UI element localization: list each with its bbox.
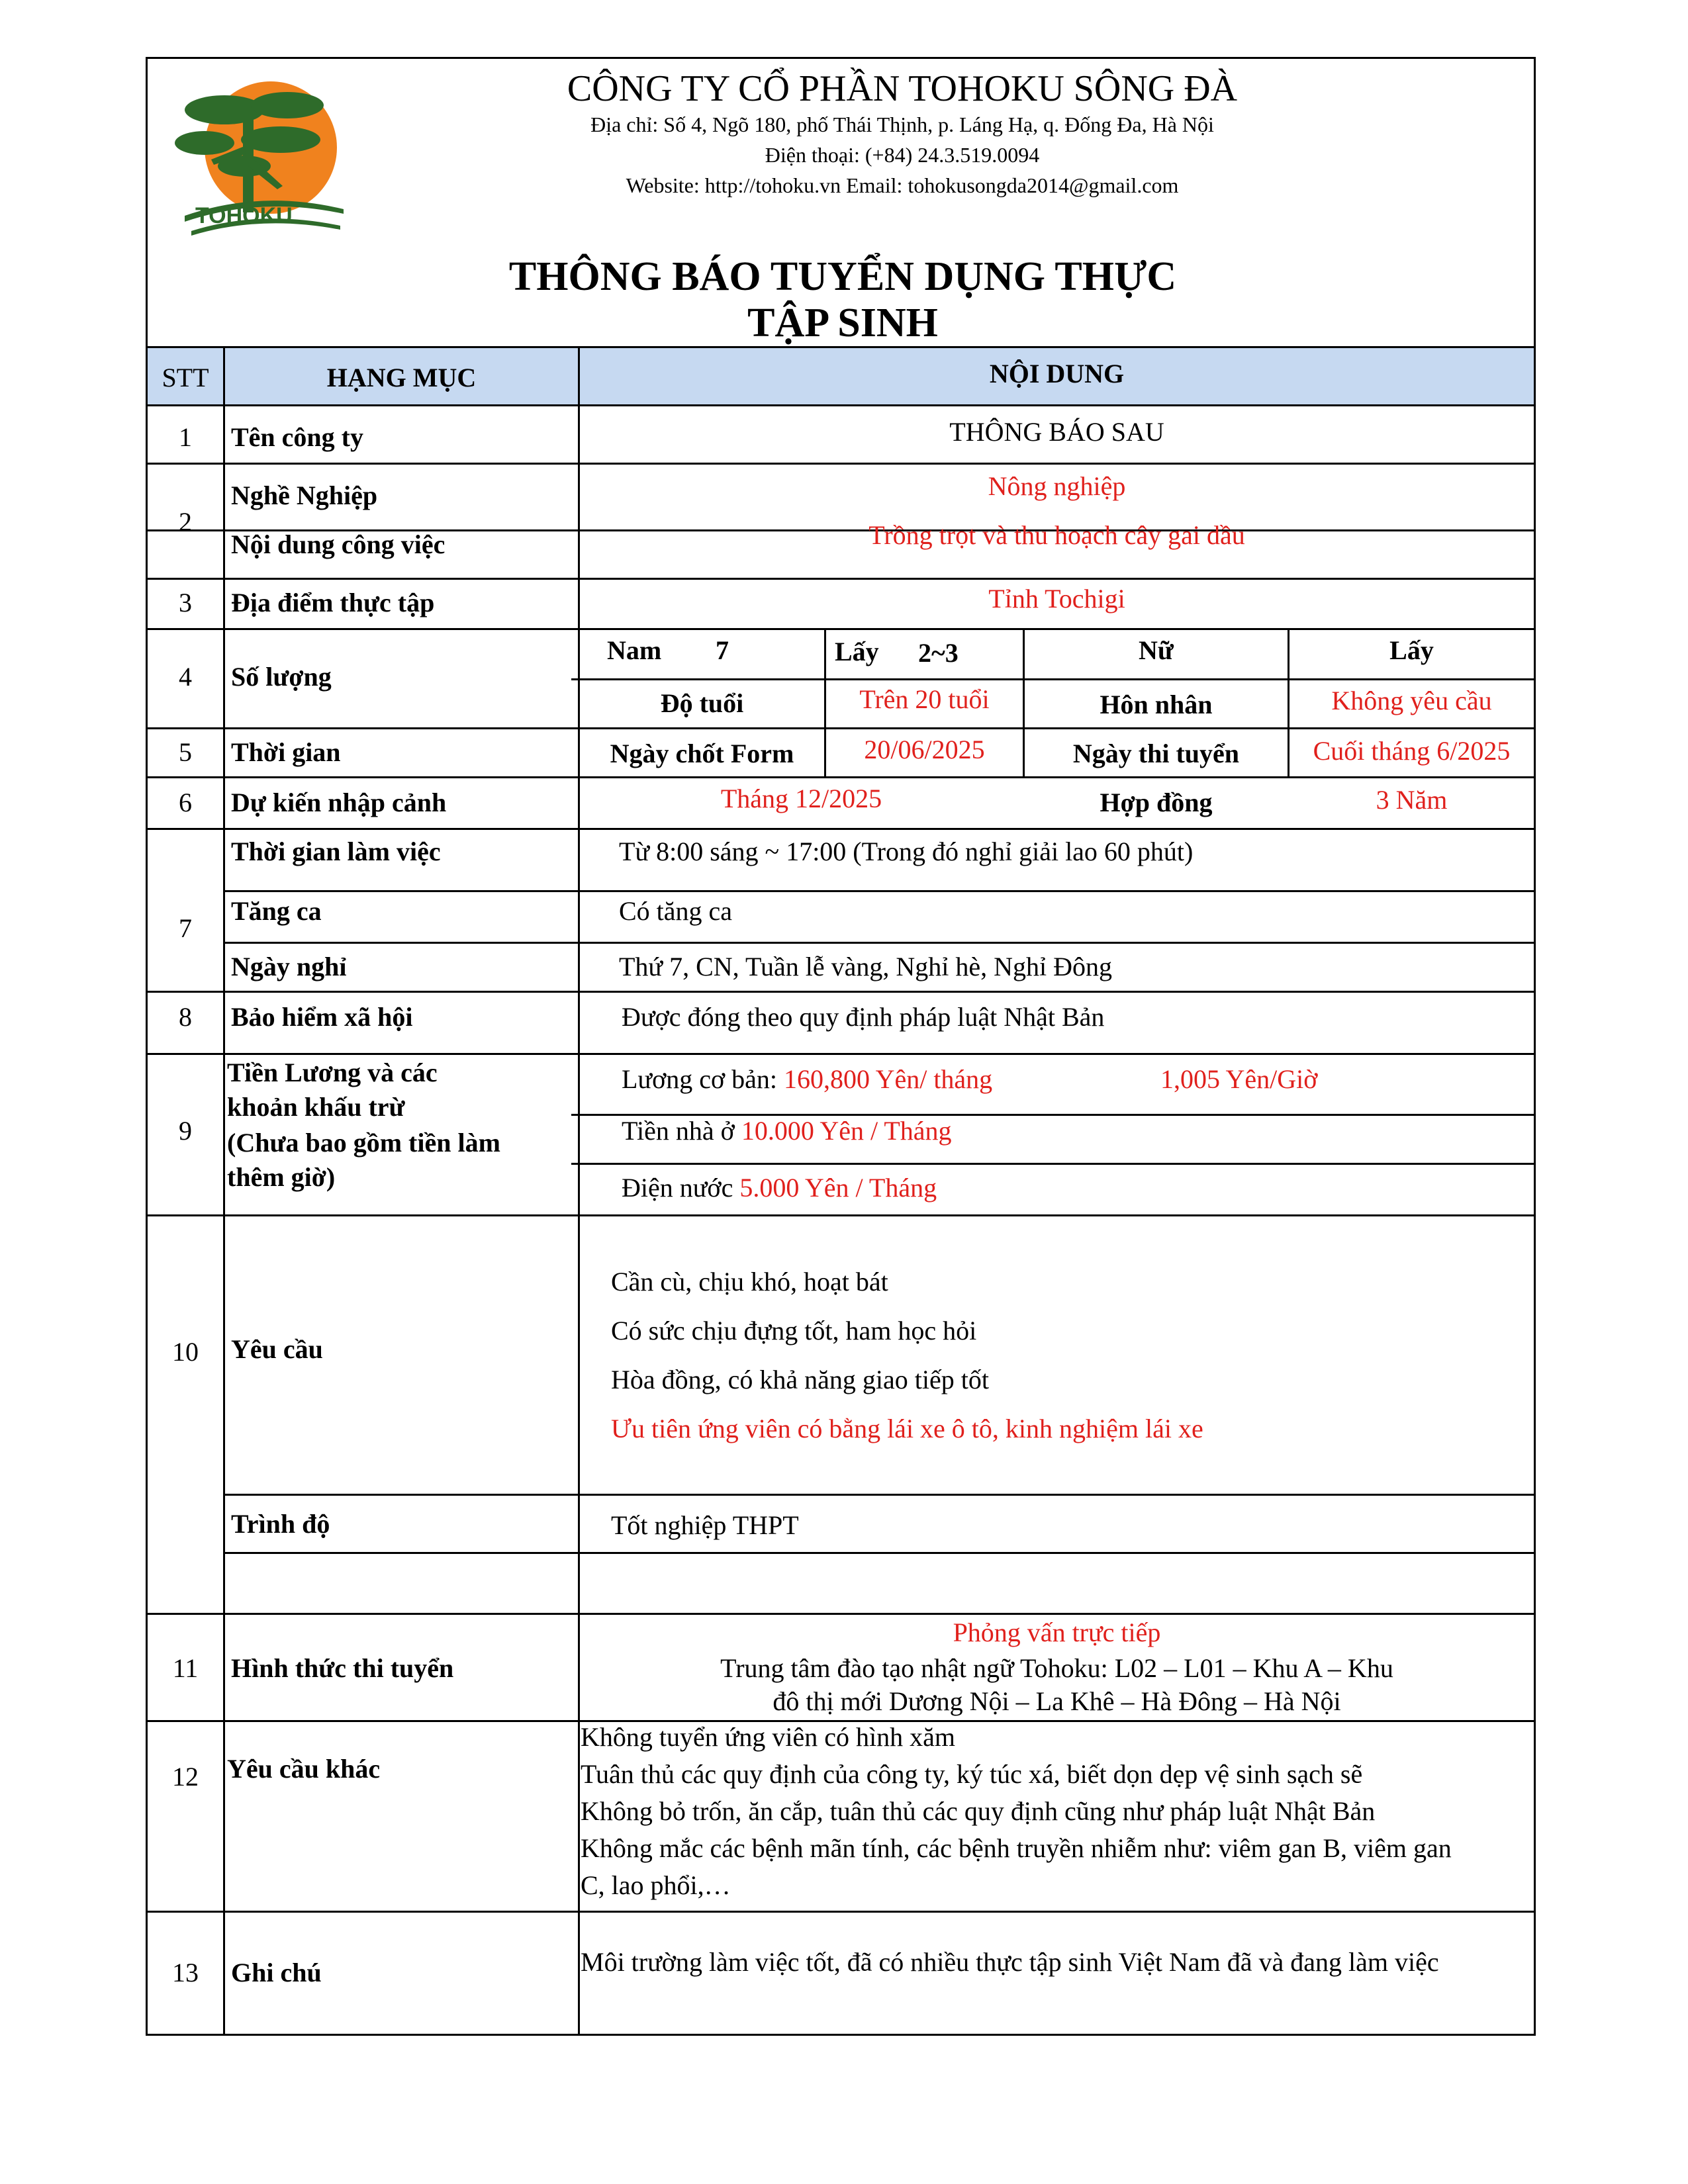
row9-salary-value: 160,800 Yên/ tháng xyxy=(784,1064,993,1094)
row7-label-holidays: Ngày nghỉ xyxy=(231,952,347,981)
row4-female-label: Nữ xyxy=(1139,635,1174,665)
col-content: NỘI DUNG xyxy=(989,359,1125,388)
row5-exam-date: Cuối tháng 6/2025 xyxy=(1313,736,1511,766)
row9-label-line2: khoản khấu trừ xyxy=(227,1092,405,1122)
row1-value: THÔNG BÁO SAU xyxy=(949,417,1164,447)
col-stt: STT xyxy=(162,363,209,392)
row4-male-label: Nam xyxy=(607,635,662,665)
logo-text: TOHOKU xyxy=(195,203,293,228)
row9-utility xyxy=(622,1172,937,1204)
row10-req1: Cần cù, chịu khó, hoạt bát xyxy=(611,1267,888,1297)
row11-location-line2: đô thị mới Dương Nội – La Khê – Hà Đông – Hà Nội xyxy=(773,1686,1341,1716)
row4-take2-label: Lấy xyxy=(1389,635,1434,665)
row10-req2: Có sức chịu đựng tốt, ham học hỏi xyxy=(611,1316,977,1345)
row1-stt: 1 xyxy=(179,422,192,452)
row5-form-label: Ngày chốt Form xyxy=(610,739,794,768)
row12-line4: Không mắc các bệnh mãn tính, các bệnh truyền nhiễm như: viêm gan B, viêm gan xyxy=(581,1833,1452,1863)
row2-value-job: Nông nghiệp xyxy=(988,471,1126,501)
row9-label-line3: (Chưa bao gồm tiền làm xyxy=(227,1128,500,1158)
row9-label-line1: Tiền Lương và các xyxy=(227,1058,438,1087)
row9-housing-value: 10.000 Yên / Tháng xyxy=(741,1116,952,1146)
row10-req4: Ưu tiên ứng viên có bằng lái xe ô tô, kinh nghiệm lái xe xyxy=(611,1414,1203,1443)
row11-method: Phỏng vấn trực tiếp xyxy=(953,1617,1161,1647)
row8-value: Được đóng theo quy định pháp luật Nhật Bản xyxy=(622,1002,1105,1032)
row10-label: Yêu cầu xyxy=(231,1334,323,1364)
row12-line5: C, lao phổi,… xyxy=(581,1870,731,1900)
row4-male-count: 7 xyxy=(716,635,729,665)
row6-value: Tháng 12/2025 xyxy=(720,784,882,813)
row4-stt: 4 xyxy=(179,662,192,692)
company-website: Website: http://tohoku.vn Email: tohokusongda2014@gmail.com xyxy=(626,173,1179,197)
row7-label-hours: Thời gian làm việc xyxy=(231,837,441,866)
row4-marital-label: Hôn nhân xyxy=(1100,690,1213,719)
col-item: HẠNG MỤC xyxy=(326,363,477,392)
row13-stt: 13 xyxy=(172,1958,199,1987)
row6-stt: 6 xyxy=(179,788,192,817)
row12-label: Yêu cầu khác xyxy=(227,1754,381,1784)
row11-location-line1: Trung tâm đào tạo nhật ngữ Tohoku: L02 – L01 – Khu A – Khu xyxy=(720,1653,1393,1683)
company-phone: Điện thoại: (+84) 24.3.519.0094 xyxy=(765,143,1040,167)
row6-contract-value: 3 Năm xyxy=(1376,785,1448,815)
row4-age-label: Độ tuổi xyxy=(660,688,744,718)
row9-housing xyxy=(622,1115,952,1147)
notice-document xyxy=(146,57,1536,2036)
row2-stt: 2 xyxy=(179,507,192,537)
row5-form-date: 20/06/2025 xyxy=(864,735,985,764)
row5-label: Thời gian xyxy=(231,737,341,767)
row12-stt: 12 xyxy=(172,1762,199,1792)
row6-label: Dự kiến nhập cảnh xyxy=(231,788,447,817)
row10-stt: 10 xyxy=(172,1337,199,1367)
row3-stt: 3 xyxy=(179,588,192,617)
row11-label: Hình thức thi tuyển xyxy=(231,1653,454,1683)
row9-hourly-wage: 1,005 Yên/Giờ xyxy=(1160,1064,1318,1094)
notice-title-line2: TẬP SINH xyxy=(747,300,938,345)
row8-stt: 8 xyxy=(179,1002,192,1032)
row9-label-line4: thêm giờ) xyxy=(227,1162,336,1192)
row11-stt: 11 xyxy=(172,1653,199,1683)
company-address: Địa chỉ: Số 4, Ngõ 180, phố Thái Thịnh, p. Láng Hạ, q. Đống Đa, Hà Nội xyxy=(590,113,1214,136)
row3-label: Địa điểm thực tập xyxy=(231,588,435,617)
row9-housing-prefix: Tiền nhà ở xyxy=(622,1116,741,1146)
row7-stt: 7 xyxy=(179,913,192,943)
row10-edu-label: Trình độ xyxy=(231,1509,330,1539)
row4-age-value: Trên 20 tuổi xyxy=(859,684,990,714)
row3-value: Tỉnh Tochigi xyxy=(988,584,1125,614)
row10-req3: Hòa đồng, có khả năng giao tiếp tốt xyxy=(611,1365,989,1394)
row10-edu-value: Tốt nghiệp THPT xyxy=(611,1510,799,1540)
row4-take1-label: Lấy xyxy=(835,637,879,666)
row6-contract-label: Hợp đồng xyxy=(1100,788,1213,817)
row9-stt: 9 xyxy=(179,1116,192,1146)
row2-value-work: Trồng trọt và thu hoạch cây gai dầu xyxy=(868,520,1245,550)
row9-utility-value: 5.000 Yên / Tháng xyxy=(739,1173,937,1203)
row2-label-work: Nội dung công việc xyxy=(231,529,445,559)
row5-exam-label: Ngày thi tuyển xyxy=(1072,739,1240,768)
row13-value: Môi trường làm việc tốt, đã có nhiều thực tập sinh Việt Nam đã và đang làm việc xyxy=(581,1947,1439,1977)
row5-stt: 5 xyxy=(179,737,192,767)
row7-value-holidays: Thứ 7, CN, Tuần lễ vàng, Nghỉ hè, Nghỉ Đông xyxy=(619,952,1112,981)
row7-value-hours: Từ 8:00 sáng ~ 17:00 (Trong đó nghỉ giải lao 60 phút) xyxy=(619,837,1194,866)
row9-salary-prefix: Lương cơ bản: xyxy=(622,1064,784,1094)
company-name: CÔNG TY CỔ PHẦN TOHOKU SÔNG ĐÀ xyxy=(567,68,1238,109)
row2-label-job: Nghề Nghiệp xyxy=(231,480,378,510)
notice-title-line1: THÔNG BÁO TUYỂN DỤNG THỰC xyxy=(508,254,1177,299)
row9-salary xyxy=(622,1064,992,1095)
row12-line1: Không tuyển ứng viên có hình xăm xyxy=(581,1722,956,1752)
row4-label: Số lượng xyxy=(231,662,332,692)
row12-line3: Không bỏ trốn, ăn cắp, tuân thủ các quy định cũng như pháp luật Nhật Bản xyxy=(581,1796,1376,1826)
row13-label: Ghi chú xyxy=(231,1958,322,1987)
row7-value-overtime: Có tăng ca xyxy=(619,896,733,926)
row12-line2: Tuân thủ các quy định của công ty, ký túc xá, biết dọn dẹp vệ sinh sạch sẽ xyxy=(581,1759,1363,1789)
row4-marital-value: Không yêu cầu xyxy=(1331,686,1492,715)
row7-label-overtime: Tăng ca xyxy=(231,896,322,926)
row1-label: Tên công ty xyxy=(231,422,363,452)
row8-label: Bảo hiểm xã hội xyxy=(231,1002,413,1032)
row4-take1-count: 2~3 xyxy=(918,638,959,668)
row9-utility-prefix: Điện nước xyxy=(622,1173,740,1203)
